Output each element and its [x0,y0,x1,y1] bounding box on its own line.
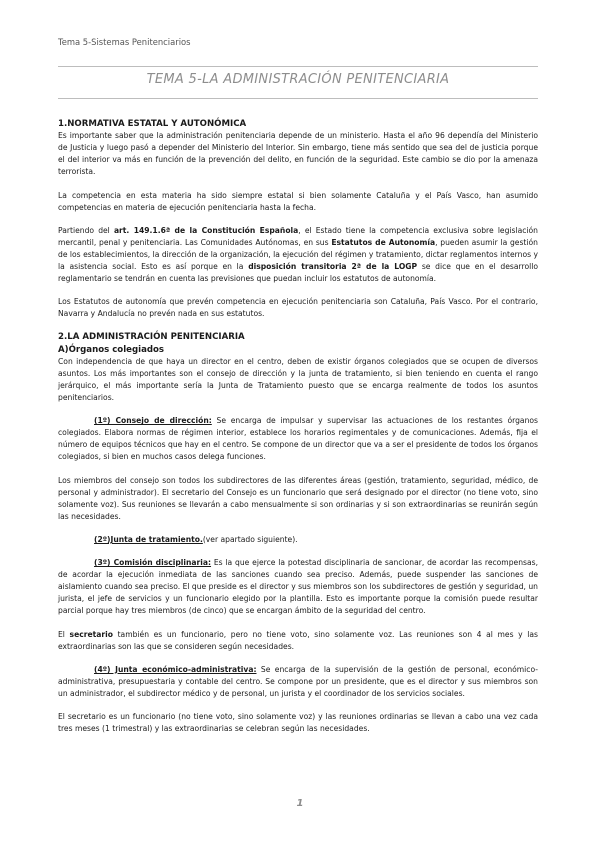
section-2-intro: Con independencia de que haya un director en el centro, deben de existir órganos colegiados que se ocupen de diversos asuntos. Los más importantes son el consejo de dirección y la junta de tratamiento, si bien teniendo en cuenta el rango jerárquico, el más importante sería la Junta de Tratamiento puesto que se encarga realmente de todos los asuntos penitenciarios. [58,356,538,403]
section-2-heading: 2.LA ADMINISTRACIÓN PENITENCIARIA [58,332,245,343]
page-number: 1 [296,798,304,809]
bold-run-statutes: Estatutos de Autonomía [331,237,436,247]
bold-run-logp: disposición transitoria 2ª de la LOGP [248,262,418,272]
item-1-consejo [58,415,538,463]
bold-run-secretario: secretario [69,629,113,639]
section-1-paragraph-2: La competencia en esta materia ha sido siempre estatal si bien solamente Cataluña y el País Vasco, han asumido competencias en materia de ejecución penitenciaria hasta la fecha. [58,190,538,212]
title-rule-bottom [58,98,538,99]
section-1-paragraph-4: Los Estatutos de autonomía que prevén competencia en ejecución penitenciaria son Cataluña, País Vasco. Por el contrario, Navarra y Andalucía no prevén nada en sus estatutos. [58,297,538,319]
title-rule-top [58,66,538,67]
running-header: Tema 5-Sistemas Penitenciarios [58,37,191,47]
text-run: , pueden asumir la gestión de los establecimientos, la dirección de la organización, la ejecución del régimen y tratamiento, dictar reglamentos internos y la asistencia social. Esto es así porque en la [58,237,538,272]
section-1-paragraph-3 [58,225,538,285]
item-1-text: Se encarga de impulsar y supervisar las actuaciones de los restantes órganos colegiados. Elabora normas de régimen interior, establece los horarios regimentales y de comunicaciones. Además, fija el número de equipos técnicos que hay en el centro. Se compone de un director que va a ser el presidente de todos los órganos colegiados, si bien en muchos casos delega funciones. [58,416,538,462]
item-4-text: Se encarga de la supervisión de la gestión de personal, económico-administrativa, presupuestaria y contable del centro. Se compone por un presidente, que es el director y sus miembros son un administrador, el subdirector médico y de personal, un jurista y el coordinador de los servicios sociales. [58,664,538,698]
text-run: , el Estado tiene la competencia exclusiva sobre legislación mercantil, penal y penitenciaria. Las Comunidades Autónomas, en sus [58,225,538,247]
text-run: El [58,629,70,639]
document-title: TEMA 5-LA ADMINISTRACIÓN PENITENCIARIA [146,72,450,87]
item-3-text: Es la que ejerce la potestad disciplinaria de sancionar, de acordar las recompensas, de acordar la ejecución inmediata de las sanciones cuando sea preciso. Además, puede suspender las sanciones de aislamiento cuando sea preciso. El que preside es el director y sus miembros son los subdirectores de gestión y seguridad, un jurista, el jefe de servicios y un funcionario elegido por la plantilla. Esto es importante porque la comisión puede resultar parcial porque hay tres miembros (de cinco) que se encargan ámbito de la seguridad del centro. [58,558,538,616]
item-2-label: (2º)Junta de tratamiento. [94,534,203,544]
item-4-paragraph-2: El secretario es un funcionario (no tiene voto, sino solamente voz) y las reuniones ordinarias se llevan a cabo una vez cada tres meses (1 trimestral) y las extraordinarias se celebran según las necesidades. [58,711,538,734]
section-1-heading: 1.NORMATIVA ESTATAL Y AUTONÓMICA [58,119,247,129]
section-2-subheading: A)Órganos colegiados [58,344,165,355]
text-run: Partiendo del [58,225,114,235]
section-1-paragraph-1: Es importante saber que la administración penitenciaria depende de un ministerio. Hasta el año 96 dependía del Ministerio de Justicia y luego pasó a depender del Ministerio del Interior. Sin embargo, tiene más sentido que sea del de justicia porque el del interior va más en función de la prevención del delito, en función de la seguridad. Este cambio se dio por la amenaza terrorista. [58,131,538,177]
item-1-label: (1º) Consejo de dirección: [94,416,212,426]
item-3-comision [58,557,538,617]
item-4-junta-economica [58,664,538,700]
item-2-junta [58,534,538,546]
text-run: también es un funcionario, pero no tiene voto, sino solamente voz. Las reuniones son 4 al mes y las extraordinarias son las que se consideren según necesidades. [58,629,538,651]
text-run: se dice que en el desarrollo reglamentario se tendrán en cuenta las previsiones que puedan incluir los estatutos de autonomía. [58,262,538,284]
item-1-paragraph-2: Los miembros del consejo son todos los subdirectores de las diferentes áreas (gestión, tratamiento, seguridad, médico, de personal y administrador). El secretario del Consejo es un funcionario que será designado por el director (no tiene voto, sino solamente voz). Sus reuniones se llevarán a cabo mensualmente si son ordinarias y si son extraordinarias se reunirán según las necesidades. [58,475,538,521]
bold-run-constitution: art. 149.1.6ª de la Constitución Española [113,225,299,235]
document-body [58,118,538,735]
item-3-paragraph-2 [58,629,538,653]
item-3-label: (3º) Comisión disciplinaria: [94,558,212,568]
item-2-text: (ver apartado siguiente). [202,534,298,544]
item-4-label: (4º) Junta económico-administrativa: [94,664,257,674]
